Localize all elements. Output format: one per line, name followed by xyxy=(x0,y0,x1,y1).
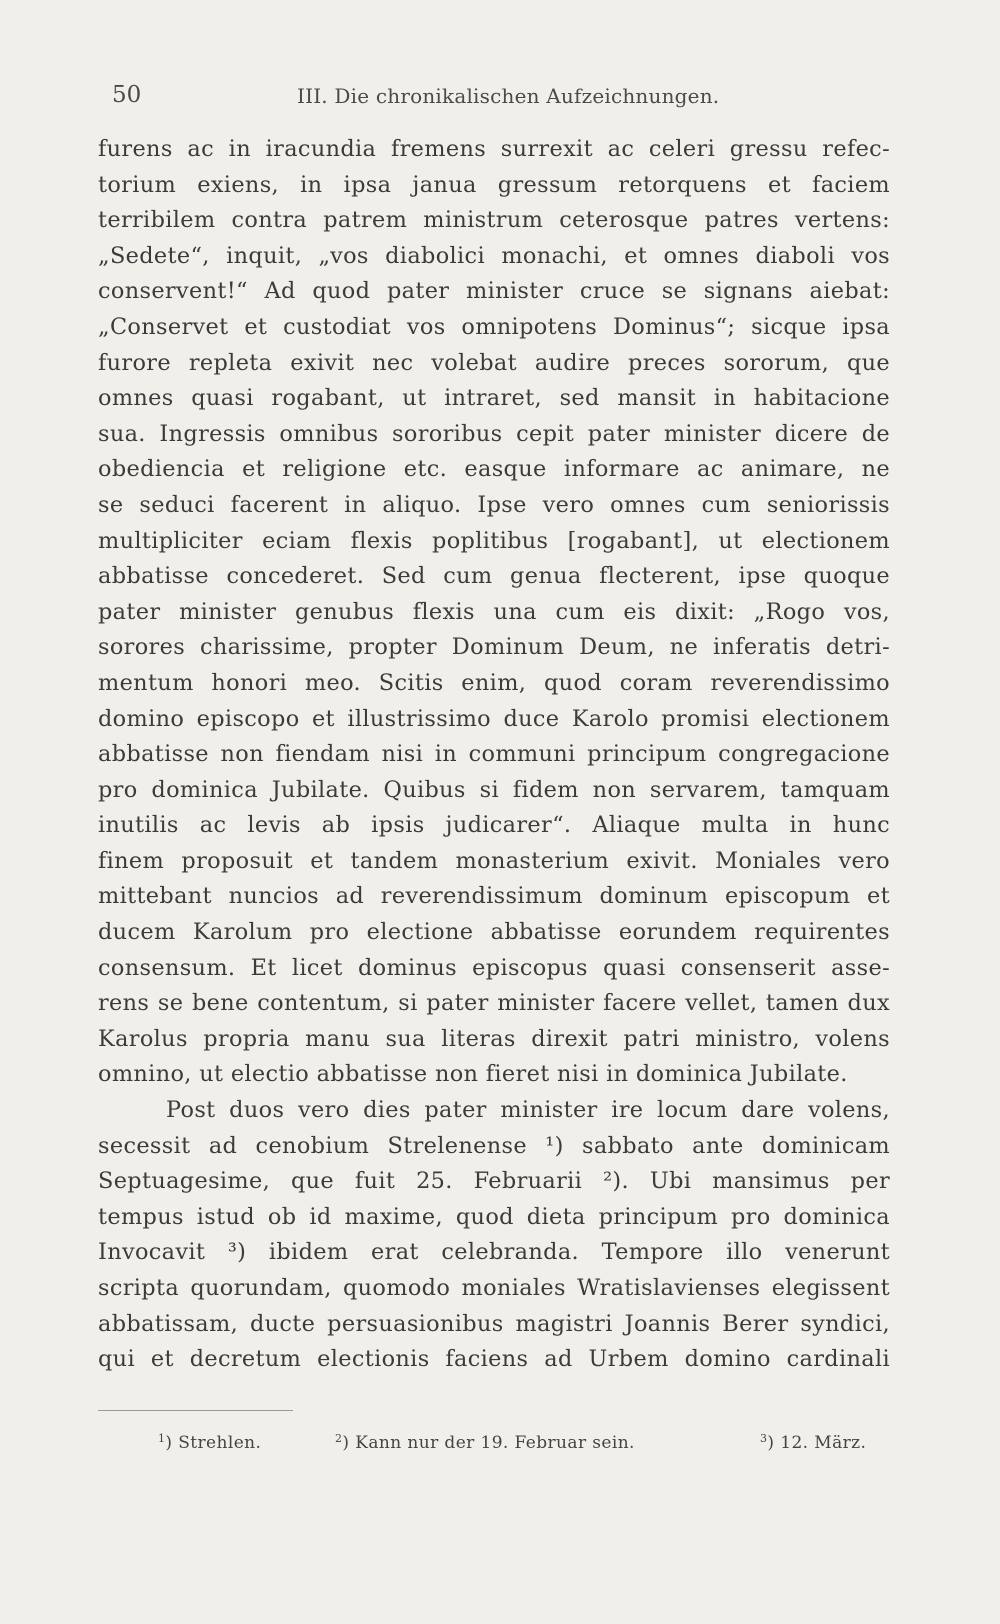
page-number: 50 xyxy=(112,82,142,108)
footnote-3-text: ) 12. März. xyxy=(767,1433,867,1453)
running-header xyxy=(112,82,892,112)
footnote-3 xyxy=(760,1432,866,1453)
text-line: omnino, ut electio abbatisse non fieret nisi in dominica Jubilate. xyxy=(98,1061,848,1088)
text-line: pater minister genubus flexis una cum eis dixit: „Rogo vos, xyxy=(98,598,890,625)
text-line: qui et decretum electionis faciens ad Urbem domino cardinali xyxy=(98,1346,890,1373)
text-line: furens ac in iracundia fremens surrexit ac celeri gressu refec- xyxy=(98,136,890,162)
text-line: sua. Ingressis omnibus sororibus cepit pater minister dicere de xyxy=(98,420,890,447)
text-line: „Sedete“, inquit, „vos diabolici monachi, et omnes diaboli vos xyxy=(98,242,890,269)
footnote-2-text: ) Kann nur der 19. Februar sein. xyxy=(342,1433,635,1453)
footnote-1-text: ) Strehlen. xyxy=(165,1433,262,1453)
text-line: torium exiens, in ipsa janua gressum retorquens et faciem xyxy=(98,171,890,198)
footnote-2 xyxy=(335,1432,635,1453)
text-line: abbatissam, ducte persuasionibus magistri Joannis Berer syndici, xyxy=(98,1310,890,1337)
footnote-3-mark: 3 xyxy=(760,1432,768,1445)
text-line: Karolus propria manu sua literas direxit patri ministro, volens xyxy=(98,1025,890,1052)
text-line-paragraph-start: Post duos vero dies pater minister ire locum dare volens, xyxy=(166,1097,890,1124)
text-line: abbatisse non fiendam nisi in communi principum congregacione xyxy=(98,741,890,768)
main-text xyxy=(98,132,890,1378)
text-line: abbatisse concederet. Sed cum genua flecterent, ipse quoque xyxy=(98,563,890,590)
text-line: scripta quorundam, quomodo moniales Wratislavienses elegissent xyxy=(98,1275,890,1301)
text-line: Invocavit ³) ibidem erat celebranda. Tempore illo venerunt xyxy=(98,1239,890,1266)
text-line: tempus istud ob id maxime, quod dieta principum pro dominica xyxy=(98,1203,890,1230)
text-line: sorores charissime, propter Dominum Deum, ne inferatis detri- xyxy=(98,634,890,661)
footnote-divider xyxy=(98,1410,293,1411)
text-line: secessit ad cenobium Strelenense ¹) sabbato ante dominicam xyxy=(98,1132,890,1159)
text-line: obediencia et religione etc. easque informare ac animare, ne xyxy=(98,456,890,483)
running-title: III. Die chronikalischen Aufzeichnungen. xyxy=(297,84,720,108)
text-line: pro dominica Jubilate. Quibus si fidem non servarem, tamquam xyxy=(98,776,890,803)
text-line: finem proposuit et tandem monasterium exivit. Moniales vero xyxy=(98,847,890,874)
text-line: furore repleta exivit nec volebat audire preces sororum, que xyxy=(98,349,890,376)
text-line: rens se bene contentum, si pater minister facere vellet, tamen dux xyxy=(98,990,890,1017)
text-line: consensum. Et licet dominus episcopus quasi consenserit asse- xyxy=(98,954,890,981)
text-line: Septuagesime, que fuit 25. Februarii ²). Ubi mansimus per xyxy=(98,1168,890,1195)
text-line: omnes quasi rogabant, ut intraret, sed mansit in habitacione xyxy=(98,385,890,412)
text-line: „Conservet et custodiat vos omnipotens Dominus“; sicque ipsa xyxy=(98,313,890,340)
text-line: terribilem contra patrem ministrum ceterosque patres vertens: xyxy=(98,207,890,234)
text-line: mittebant nuncios ad reverendissimum dominum episcopum et xyxy=(98,883,890,910)
text-line: multipliciter eciam flexis poplitibus [rogabant], ut electionem xyxy=(98,527,890,554)
footnote-2-mark: 2 xyxy=(335,1432,343,1445)
footnotes xyxy=(98,1432,868,1460)
text-line: mentum honori meo. Scitis enim, quod coram reverendissimo xyxy=(98,669,890,696)
text-line: ducem Karolum pro electione abbatisse eorundem requirentes xyxy=(98,919,890,946)
text-line: se seduci facerent in aliquo. Ipse vero omnes cum seniorissis xyxy=(98,491,890,518)
text-line: domino episcopo et illustrissimo duce Karolo promisi electionem xyxy=(98,705,890,732)
footnote-1-mark: 1 xyxy=(158,1432,166,1445)
text-line: conservent!“ Ad quod pater minister cruce se signans aiebat: xyxy=(98,278,890,305)
footnote-1 xyxy=(158,1432,261,1453)
text-line: inutilis ac levis ab ipsis judicarer“. Aliaque multa in hunc xyxy=(98,812,890,839)
